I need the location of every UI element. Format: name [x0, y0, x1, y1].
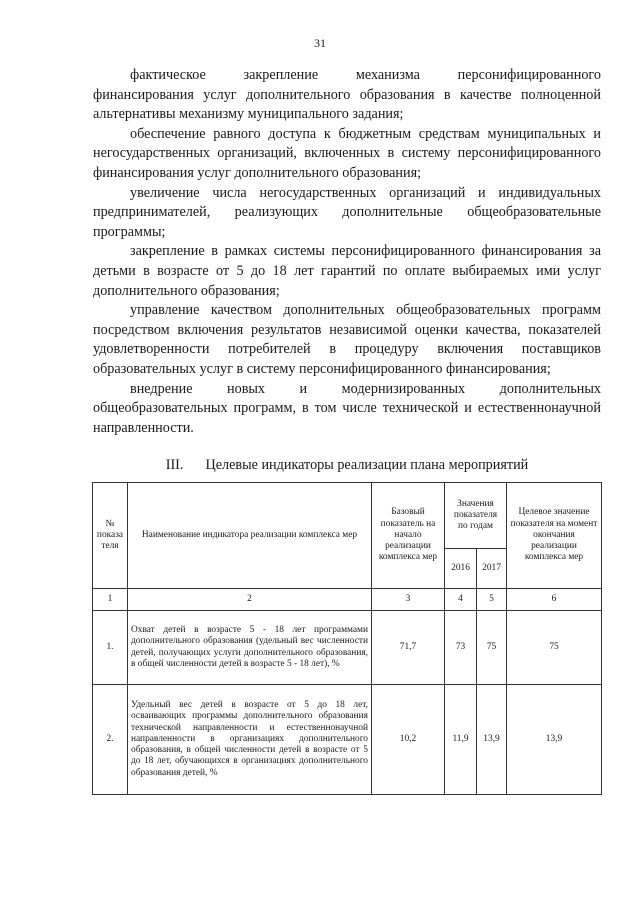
- row-year-2016: 73: [445, 611, 477, 685]
- page-number: 31: [314, 36, 326, 50]
- header-values: Значения показателя по годам: [445, 483, 507, 549]
- section-heading: [93, 456, 601, 475]
- row-target: 13,9: [507, 685, 602, 795]
- column-number: 3: [372, 589, 445, 611]
- row-year-2016: 11,9: [445, 685, 477, 795]
- table-row: [93, 611, 602, 685]
- paragraph: закрепление в рамках системы персонифицированного финансирования за детьми в возрасте от 5 до 18 лет гарантий по оплате выбираемых ими услуг дополнительного образования;: [93, 243, 601, 299]
- section-title: Целевые индикаторы реализации плана мероприятий: [205, 457, 529, 473]
- row-no: 1.: [93, 611, 128, 685]
- header-name: Наименование индикатора реализации комплекса мер: [128, 483, 372, 589]
- body-text: [93, 66, 601, 438]
- paragraph: фактическое закрепление механизма персонифицированного финансирования услуг дополнительного образования в качестве полноценной альтернативы механизму муниципального задания;: [93, 67, 601, 123]
- row-base: 71,7: [372, 611, 445, 685]
- header-year-2017: 2017: [477, 549, 507, 589]
- header-no: № показа теля: [93, 483, 128, 589]
- row-base: 10,2: [372, 685, 445, 795]
- paragraph: управление качеством дополнительных общеобразовательных программ посредством включения результатов независимой оценки качества, показателей удовлетворенности потребителей в процедуру включения поставщиков образовательных услуг в систему персонифицированного финансирования;: [93, 302, 601, 377]
- indicators-table: [92, 482, 602, 795]
- row-no: 2.: [93, 685, 128, 795]
- row-name: Удельный вес детей в возрасте от 5 до 18 лет, осваивающих программы дополнительного образования технической направленности и естественнонаучной направленности в организациях дополнительного образования, в общей численности детей в возрасте от 5 до 18 лет, обучающихся в организациях дополнительного образования детей, %: [128, 685, 372, 795]
- header-base: Базовый показатель на начало реализации комплекса мер: [372, 483, 445, 589]
- column-number: 2: [128, 589, 372, 611]
- column-number: 4: [445, 589, 477, 611]
- column-number-row: [93, 589, 602, 611]
- table-row: [93, 685, 602, 795]
- section-number: III.: [165, 457, 184, 473]
- column-number: 5: [477, 589, 507, 611]
- paragraph: обеспечение равного доступа к бюджетным средствам муниципальных и негосударственных организаций, включенных в систему персонифицированного финансирования услуг дополнительного образования;: [93, 125, 601, 181]
- paragraph: увеличение числа негосударственных организаций и индивидуальных предпринимателей, реализующих дополнительные общеобразовательные программы;: [93, 184, 601, 240]
- header-target: Целевое значение показателя на момент окончания реализации комплекса мер: [507, 483, 602, 589]
- row-name: Охват детей в возрасте 5 - 18 лет программами дополнительного образования (удельный вес численности детей, получающих услуги дополнительного образования, в общей численности детей в возрасте 5 - 18 лет), %: [128, 611, 372, 685]
- header-year-2016: 2016: [445, 549, 477, 589]
- row-target: 75: [507, 611, 602, 685]
- row-year-2017: 75: [477, 611, 507, 685]
- column-number: 6: [507, 589, 602, 611]
- paragraph: внедрение новых и модернизированных дополнительных общеобразовательных программ, в том числе технической и естественнонаучной направленности.: [93, 380, 601, 436]
- table-header-row: [93, 483, 602, 549]
- row-year-2017: 13,9: [477, 685, 507, 795]
- column-number: 1: [93, 589, 128, 611]
